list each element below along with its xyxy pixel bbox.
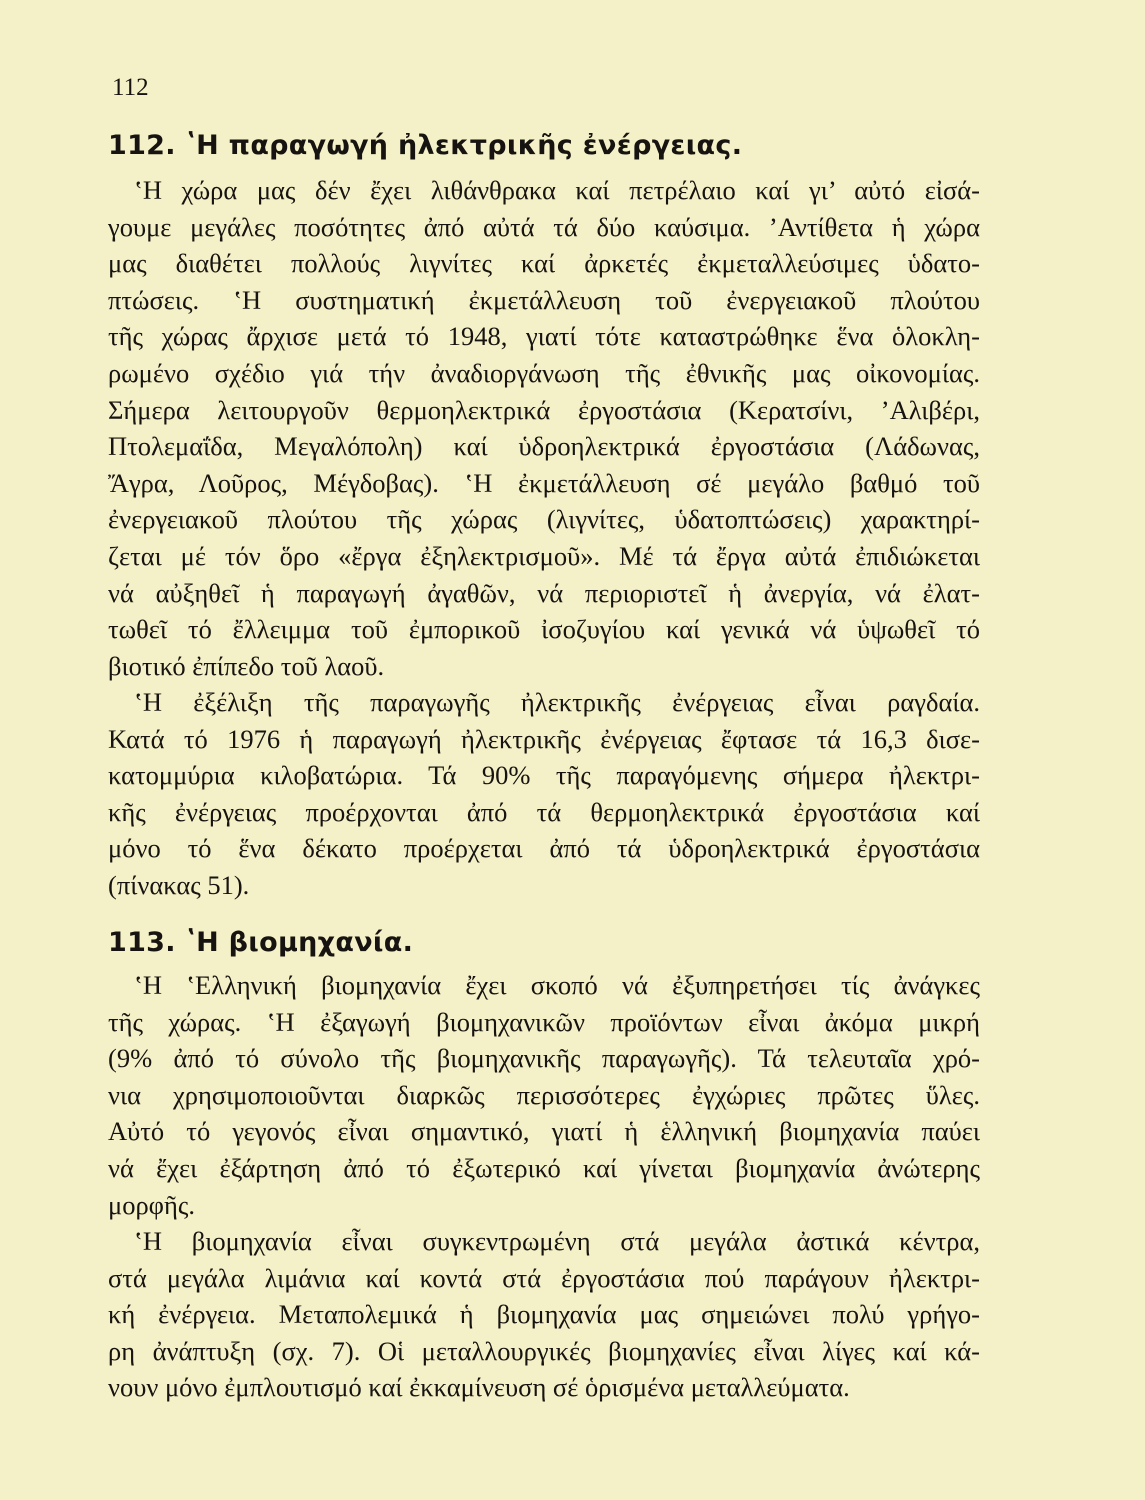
text-line: (9% ἀπό τό σύνολο τῆς βιομηχανικῆς παραγωγῆς). Τά τελευταῖα χρό- xyxy=(108,1043,980,1074)
text-line: ρη ἀνάπτυξη (σχ. 7). Οἱ μεταλλουργικές βιομηχανίες εἶναι λίγες καί κά- xyxy=(108,1335,980,1366)
text-line: νια χρησιμοποιοῦνται διαρκῶς περισσότερες ἐγχώριες πρῶτες ὕλες. xyxy=(108,1079,980,1110)
section-heading: 112. ʽΗ παραγωγή ἠλεκτρικῆς ἐνέργειας. xyxy=(108,130,743,161)
paragraph xyxy=(108,172,980,684)
text-line: ʽΗ βιομηχανία εἶναι συγκεντρωμένη στά μεγάλα ἀστικά κέντρα, xyxy=(134,1226,980,1256)
text-line: στά μεγάλα λιμάνια καί κοντά στά ἐργοστάσια πού παράγουν ἠλεκτρι- xyxy=(108,1262,980,1293)
paragraph xyxy=(108,1223,980,1406)
text-line: μόνο τό ἕνα δέκατο προέρχεται ἀπό τά ὑδροηλεκτρικά ἐργοστάσια xyxy=(108,833,980,864)
text-line: Αὐτό τό γεγονός εἶναι σημαντικό, γιατί ἡ ἑλληνική βιομηχανία παύει xyxy=(108,1116,980,1147)
text-line: (πίνακας 51). xyxy=(108,869,250,900)
paragraph xyxy=(108,684,980,904)
text-line: κή ἐνέργεια. Μεταπολεμικά ἡ βιομηχανία μας σημειώνει πολύ γρήγο- xyxy=(108,1299,980,1330)
text-line: τωθεῖ τό ἔλλειμμα τοῦ ἐμπορικοῦ ἰσοζυγίου καί γενικά νά ὑψωθεῖ τό xyxy=(108,614,980,645)
text-line: Ἄγρα, Λοῦρος, Μέγδοβας). ʽΗ ἐκμετάλλευση σέ μεγάλο βαθμό τοῦ xyxy=(108,467,980,498)
text-line: μορφῆς. xyxy=(108,1189,195,1220)
section-heading: 113. ʽΗ βιομηχανία. xyxy=(108,927,414,958)
text-line: νουν μόνο ἐμπλουτισμό καί ἐκκαμίνευση σέ ὁρισμένα μεταλλεύματα. xyxy=(108,1372,850,1403)
text-line: βιοτικό ἐπίπεδο τοῦ λαοῦ. xyxy=(108,650,385,681)
paragraph xyxy=(108,967,980,1223)
text-line: κῆς ἐνέργειας προέρχονται ἀπό τά θερμοηλεκτρικά ἐργοστάσια καί xyxy=(108,796,980,827)
text-line: κατομμύρια κιλοβατώρια. Τά 90% τῆς παραγόμενης σήμερα ἠλεκτρι- xyxy=(108,760,980,791)
text-line: νά ἔχει ἐξάρτηση ἀπό τό ἐξωτερικό καί γίνεται βιομηχανία ἀνώτερης xyxy=(108,1152,980,1183)
text-line: γουμε μεγάλες ποσότητες ἀπό αὐτά τά δύο καύσιμα. ʼΑντίθετα ἡ χώρα xyxy=(108,211,980,242)
text-line: τῆς χώρας ἄρχισε μετά τό 1948, γιατί τότε καταστρώθηκε ἕνα ὁλοκλη- xyxy=(108,321,980,352)
text-line: Πτολεμαΐδα, Μεγαλόπολη) καί ὑδροηλεκτρικά ἐργοστάσια (Λάδωνας, xyxy=(108,431,980,462)
text-line: νά αὐξηθεῖ ἡ παραγωγή ἀγαθῶν, νά περιοριστεῖ ἡ ἀνεργία, νά ἐλατ- xyxy=(108,577,980,608)
text-line: Κατά τό 1976 ἡ παραγωγή ἠλεκτρικῆς ἐνέργειας ἔφτασε τά 16,3 δισε- xyxy=(108,723,980,754)
text-line: ʽΗ ʽΕλληνική βιομηχανία ἔχει σκοπό νά ἐξυπηρετήσει τίς ἀνάγκες xyxy=(134,970,980,1000)
text-line: ἐνεργειακοῦ πλούτου τῆς χώρας (λιγνίτες, ὑδατοπτώσεις) χαρακτηρί- xyxy=(108,504,980,535)
text-line: ζεται μέ τόν ὅρο «ἔργα ἐξηλεκτρισμοῦ». Μέ τά ἔργα αὐτά ἐπιδιώκεται xyxy=(108,540,980,571)
text-line: πτώσεις. ʽΗ συστηματική ἐκμετάλλευση τοῦ ἐνεργειακοῦ πλούτου xyxy=(108,284,980,315)
text-line: Σήμερα λειτουργοῦν θερμοηλεκτρικά ἐργοστάσια (Κερατσίνι, ʼΑλιβέρι, xyxy=(108,394,980,425)
text-line: ρωμένο σχέδιο γιά τήν ἀναδιοργάνωση τῆς ἐθνικῆς μας οἰκονομίας. xyxy=(108,357,980,388)
text-line: μας διαθέτει πολλούς λιγνίτες καί ἀρκετές ἐκμεταλλεύσιμες ὑδατο- xyxy=(108,248,980,279)
text-line: ʽΗ χώρα μας δέν ἔχει λιθάνθρακα καί πετρέλαιο καί γι’ αὐτό εἰσά- xyxy=(134,175,980,205)
page-number: 112 xyxy=(112,74,149,101)
text-line: τῆς χώρας. ʽΗ ἐξαγωγή βιομηχανικῶν προϊόντων εἶναι ἀκόμα μικρή xyxy=(108,1006,980,1037)
text-line: ʽΗ ἐξέλιξη τῆς παραγωγῆς ἠλεκτρικῆς ἐνέργειας εἶναι ραγδαία. xyxy=(134,687,980,717)
